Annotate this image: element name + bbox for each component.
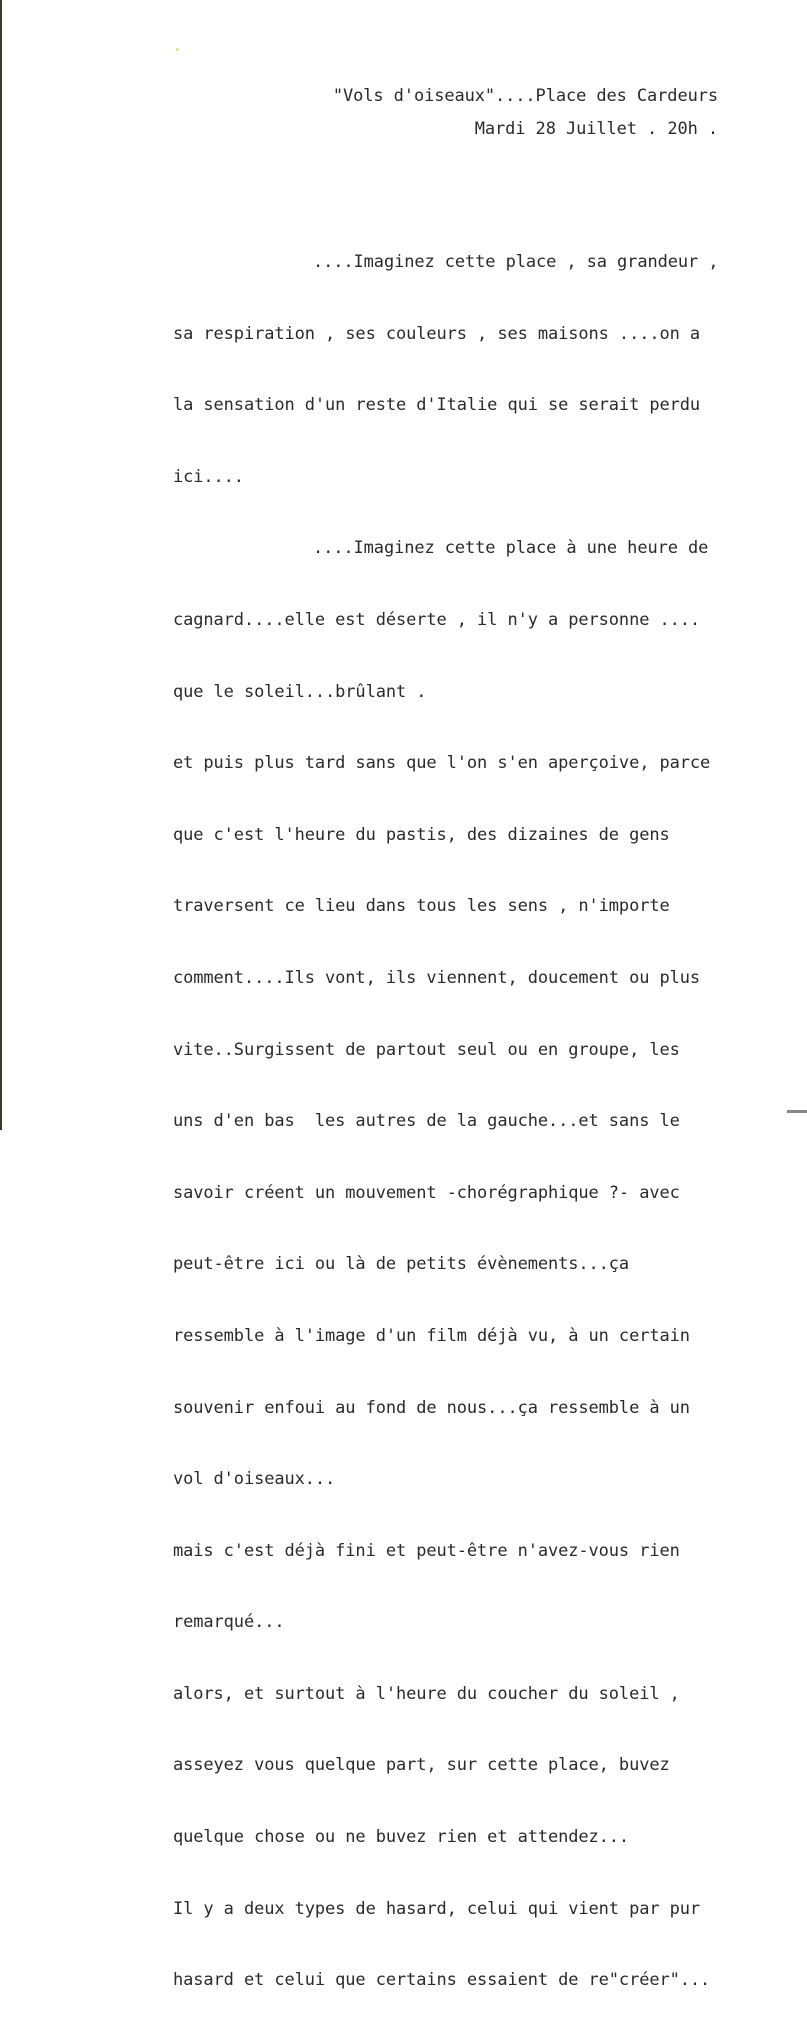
text-line: et puis plus tard sans que l'on s'en aperçoive, parce	[173, 753, 711, 774]
text-line: remarqué...	[173, 1612, 285, 1633]
text-line: comment....Ils vont, ils viennent, doucement ou plus	[173, 967, 701, 988]
text-line: peut-être ici ou là de petits évènements...ça	[173, 1254, 630, 1275]
text-line: Il y a deux types de hasard, celui qui vient par pur	[173, 1898, 701, 1919]
text-line: ....Imaginez cette place , sa grandeur ,	[313, 252, 719, 272]
text-line: asseyez vous quelque part, sur cette place, buvez	[173, 1755, 670, 1776]
text-line: traversent ce lieu dans tous les sens , n'importe	[173, 896, 670, 917]
text-line: vol d'oiseaux...	[173, 1469, 336, 1490]
text-line: cagnard....elle est déserte , il n'y a personne ....	[173, 609, 701, 630]
text-line: ....Imaginez cette place à une heure de	[313, 538, 709, 559]
text-line: alors, et surtout à l'heure du coucher du soleil ,	[173, 1683, 680, 1704]
page-edge-shadow	[787, 1110, 807, 1113]
text-line: que le soleil...brûlant .	[173, 681, 427, 702]
document-title-line: "Vols d'oiseaux"....Place des Cardeurs	[332, 86, 718, 106]
typed-text-body	[173, 212, 718, 2042]
text-line: mais c'est déjà fini et peut-être n'avez-vous rien	[173, 1540, 680, 1561]
text-line: ressemble à l'image d'un film déjà vu, à un certain	[173, 1325, 690, 1346]
text-line: hasard et celui que certains essaient de re"créer"...	[173, 1970, 711, 1991]
text-line: sa respiration , ses couleurs , ses maisons ....on a	[173, 323, 701, 344]
text-line: que c'est l'heure du pastis, des dizaines de gens	[173, 824, 670, 845]
paper-speck	[176, 48, 179, 51]
text-line: uns d'en bas les autres de la gauche...et sans le	[173, 1111, 680, 1132]
text-line: souvenir enfoui au fond de nous...ça ressemble à un	[173, 1397, 690, 1418]
text-line: vite..Surgissent de partout seul ou en groupe, les	[173, 1039, 680, 1060]
document-date-line: Mardi 28 Juillet . 20h .	[474, 119, 718, 139]
text-line: la sensation d'un reste d'Italie qui se serait perdu	[173, 395, 701, 416]
text-line: ici....	[173, 466, 244, 487]
text-line: savoir créent un mouvement -chorégraphique ?- avec	[173, 1182, 680, 1203]
text-line: quelque chose ou ne buvez rien et attendez...	[173, 1827, 630, 1848]
